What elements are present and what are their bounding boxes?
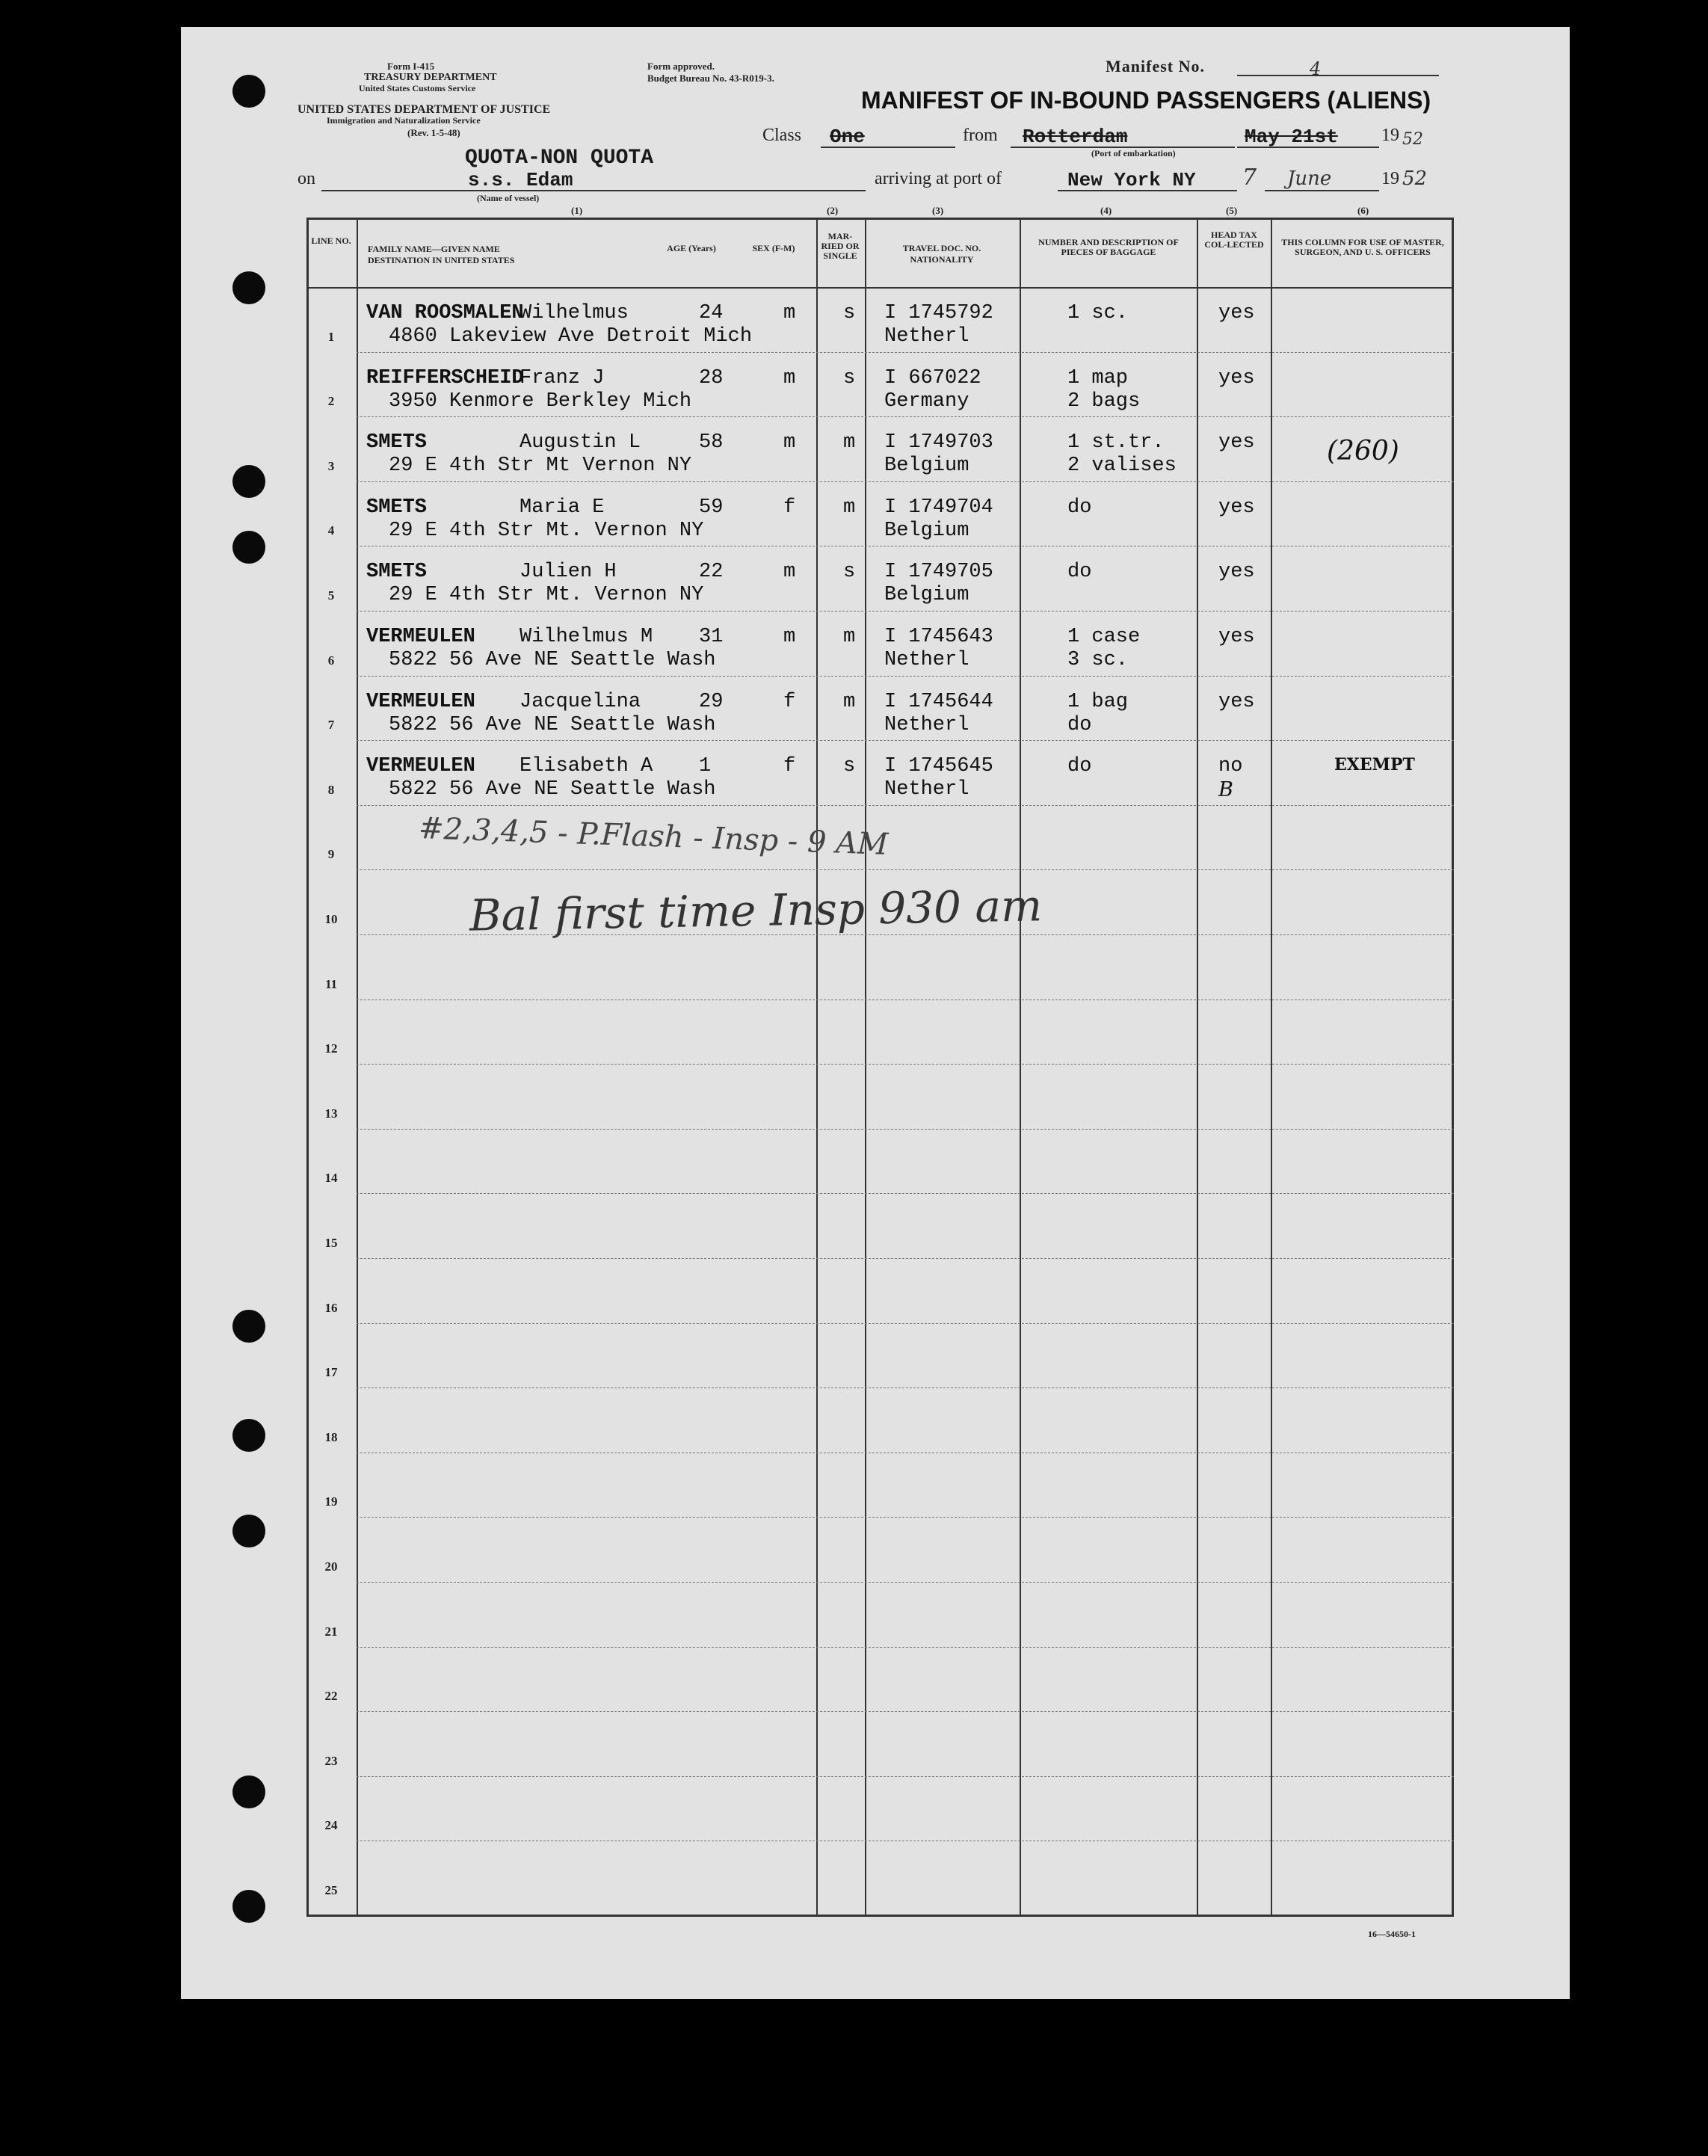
year-2: 52 [1402,167,1428,190]
passenger-destination: 29 E 4th Str Mt. Vernon NY [389,584,704,607]
passenger-family-name: VAN ROOSMALEN [366,302,524,324]
punch-hole [232,1775,265,1808]
col-header-destination: DESTINATION IN UNITED STATES [368,255,515,265]
handwritten-note-2: Bal first time Insp 930 am [469,880,1043,941]
line-number: 6 [327,653,335,668]
passenger-sex: f [783,496,796,519]
passenger-travel-doc: I 1745643 [884,626,993,648]
col-header-travel-doc: TRAVEL DOC. NO. [902,243,981,253]
passenger-family-name: VERMEULEN [366,755,475,778]
arrival-port: New York NY [1067,169,1196,191]
passenger-baggage: do [1067,561,1092,584]
footer-code: 16—54650-1 [1368,1929,1416,1939]
passenger-officer-note: (260) [1327,436,1399,467]
row-divider [357,1323,1454,1324]
passenger-nationality: Netherl [884,649,969,671]
row-divider [357,1387,1454,1388]
class-value: One [830,126,865,148]
col-num-3: (3) [932,205,944,216]
passenger-sex: m [783,366,796,389]
passenger-head-tax: yes [1218,690,1255,713]
passenger-travel-doc: I 1749704 [884,496,993,519]
passenger-destination: 4860 Lakeview Ave Detroit Mich [389,325,753,348]
embark-caption: (Port of embarkation) [1091,148,1176,158]
budget-bureau: Budget Bureau No. 43-R019-3. [647,73,774,84]
passenger-nationality: Netherl [884,778,969,801]
passenger-travel-doc: I 1749703 [884,431,993,455]
passenger-head-tax: yes [1218,366,1255,389]
passenger-baggage-2: 2 valises [1067,455,1177,478]
passenger-destination: 29 E 4th Str Mt Vernon NY [389,455,692,478]
punch-hole [232,1310,265,1343]
passenger-head-tax-note: B [1218,778,1233,802]
line-number: 12 [324,1041,338,1056]
passenger-travel-doc: I 1749705 [884,561,993,584]
col-num-1: (1) [571,205,583,216]
line-number: 19 [324,1494,338,1509]
dept-justice: UNITED STATES DEPARTMENT OF JUSTICE [297,103,551,116]
row-divider [357,416,1454,417]
passenger-given-name: Wilhelmus M [520,626,653,648]
passenger-given-name: Wilhelmus [520,302,629,324]
vessel-caption: (Name of vessel) [477,193,540,203]
line-number: 3 [327,458,335,473]
col-num-2: (2) [827,205,839,216]
page-title: MANIFEST OF IN-BOUND PASSENGERS (ALIENS) [861,87,1431,114]
row-divider [357,805,1454,806]
passenger-nationality: Belgium [884,584,969,607]
passenger-baggage: do [1067,755,1092,778]
passenger-given-name: Augustin L [520,431,641,455]
passenger-head-tax: yes [1218,496,1255,519]
passenger-family-name: VERMEULEN [366,690,475,713]
row-divider [357,1193,1454,1194]
form-revision: (Rev. 1-5-48) [407,127,460,138]
passenger-family-name: REIFFERSCHEID [366,366,524,389]
punch-hole [232,1515,265,1547]
line-number: 1 [327,329,335,344]
row-divider [357,869,1454,870]
passenger-age: 28 [699,366,724,389]
row-divider [357,611,1454,612]
passenger-marital-status: s [843,366,856,389]
col-header-sex: SEX (F-M) [752,243,795,253]
col-num-4: (4) [1100,205,1112,216]
line-number: 13 [324,1106,338,1121]
passenger-given-name: Julien H [520,561,617,584]
punch-hole [232,271,265,304]
row-divider [357,1711,1454,1712]
passenger-head-tax: yes [1218,431,1255,455]
passenger-baggage-2: 3 sc. [1067,649,1129,671]
punch-hole [232,531,265,564]
passenger-given-name: Jacquelina [520,690,641,713]
col-header-married: MAR-RIED OR SINGLE [821,231,860,261]
passenger-sex: m [783,561,796,584]
passenger-age: 59 [699,496,724,519]
line-number: 16 [324,1300,338,1315]
class-label: Class [762,126,802,145]
passenger-nationality: Belgium [884,455,969,478]
passenger-nationality: Netherl [884,713,969,736]
col-header-nationality: NATIONALITY [910,254,974,265]
embark-port: Rotterdam [1023,126,1128,148]
passenger-destination: 5822 56 Ave NE Seattle Wash [389,649,716,671]
line-number: 17 [324,1365,338,1380]
passenger-sex: m [783,626,796,648]
line-number: 5 [327,588,335,603]
row-divider [357,1582,1454,1583]
line-number: 21 [324,1624,338,1639]
line-number: 11 [324,976,338,991]
passenger-baggage: 1 sc. [1067,302,1129,324]
col-header-baggage: NUMBER AND DESCRIPTION OF PIECES OF BAGGAGE [1038,237,1179,257]
col-header-age: AGE (Years) [667,243,716,253]
punch-hole [232,465,265,498]
passenger-family-name: SMETS [366,561,428,584]
passenger-nationality: Germany [884,389,969,413]
passenger-age: 22 [699,561,724,584]
passenger-officer-note: EXEMPT [1334,755,1415,775]
line-number: 25 [324,1883,338,1897]
passenger-travel-doc: I 1745792 [884,302,993,324]
arrival-month: June [1287,167,1332,190]
passenger-sex: m [783,302,796,324]
punch-hole [232,75,265,108]
passenger-marital-status: m [843,690,856,713]
col-num-6: (6) [1357,205,1369,216]
passenger-baggage-2: do [1067,713,1092,736]
line-number: 2 [327,394,335,409]
passenger-age: 58 [699,431,724,455]
line-number: 8 [327,782,335,797]
line-number: 20 [324,1559,338,1574]
col-header-head-tax: HEAD TAX COL-LECTED [1204,230,1264,250]
row-divider [357,1129,1454,1130]
passenger-baggage: 1 case [1067,626,1141,648]
punch-hole [232,1890,265,1923]
vessel-name: s.s. Edam [468,169,573,191]
passenger-age: 1 [699,755,712,778]
passenger-destination: 5822 56 Ave NE Seattle Wash [389,778,716,801]
row-divider [357,676,1454,677]
passenger-nationality: Belgium [884,519,969,542]
passenger-age: 29 [699,690,724,713]
passenger-travel-doc: I 1745644 [884,690,993,713]
passenger-marital-status: m [843,626,856,648]
passenger-given-name: Franz J [520,366,605,389]
passenger-age: 24 [699,302,724,324]
passenger-nationality: Netherl [884,325,969,348]
passenger-sex: f [783,690,796,713]
passenger-head-tax: yes [1218,561,1255,584]
passenger-head-tax: no [1218,755,1243,778]
line-number: 9 [327,847,335,862]
passenger-sex: f [783,755,796,778]
year-prefix-2: 19 [1381,169,1399,188]
passenger-travel-doc: I 1745645 [884,755,993,778]
quota-status: QUOTA-NON QUOTA [465,147,654,170]
manifest-no-label: Manifest No. [1106,57,1205,76]
year-1: 52 [1402,130,1423,149]
passenger-baggage: 1 map [1067,366,1129,389]
row-divider [357,1064,1454,1065]
passenger-family-name: VERMEULEN [366,626,475,648]
passenger-given-name: Elisabeth A [520,755,653,778]
dept-customs: United States Customs Service [359,83,476,93]
line-number: 4 [327,523,335,538]
line-number: 18 [324,1429,338,1444]
passenger-marital-status: s [843,755,856,778]
dept-treasury: TREASURY DEPARTMENT [364,72,497,83]
passenger-marital-status: s [843,302,856,324]
manifest-no-value: 4 [1310,58,1322,79]
line-number: 14 [324,1171,338,1186]
passenger-marital-status: s [843,561,856,584]
passenger-baggage: 1 bag [1067,690,1129,713]
row-divider [357,1647,1454,1648]
passenger-head-tax: yes [1218,302,1255,324]
passenger-family-name: SMETS [366,431,428,455]
line-number: 10 [324,912,338,926]
from-label: from [963,126,998,145]
passenger-family-name: SMETS [366,496,428,519]
passenger-destination: 3950 Kenmore Berkley Mich [389,389,692,413]
line-number: 23 [324,1753,338,1768]
line-number: 7 [327,718,335,733]
line-number: 24 [324,1818,338,1833]
row-divider [357,1517,1454,1518]
line-number: 22 [324,1689,338,1704]
passenger-given-name: Maria E [520,496,605,519]
line-number: 15 [324,1236,338,1250]
departure-date: May 21st [1245,126,1338,148]
year-prefix-1: 19 [1381,126,1399,145]
col-num-5: (5) [1226,205,1238,216]
form-id: Form I-415 [387,61,435,72]
on-label: on [297,169,315,188]
row-divider [357,1258,1454,1259]
passenger-baggage: 1 st.tr. [1067,431,1165,455]
form-approved: Form approved. [647,61,715,72]
handwritten-note-1: #2,3,4,5 - P.Flash - Insp - 9 AM [418,811,889,862]
arriving-label: arriving at port of [875,169,1002,188]
passenger-marital-status: m [843,431,856,455]
passenger-travel-doc: I 667022 [884,366,981,389]
dept-ins: Immigration and Naturalization Service [327,115,481,126]
col-header-name: FAMILY NAME—GIVEN NAME [368,244,500,254]
passenger-destination: 29 E 4th Str Mt. Vernon NY [389,519,704,542]
passenger-baggage: do [1067,496,1092,519]
passenger-baggage-2: 2 bags [1067,389,1141,413]
col-header-officers: THIS COLUMN FOR USE OF MASTER, SURGEON, AND U. S. OFFICERS [1281,237,1444,257]
row-divider [357,352,1454,353]
arrival-day: 7 [1242,164,1257,191]
row-divider [357,1776,1454,1777]
row-divider [357,481,1454,482]
col-header-line: LINE NO. [311,235,351,246]
row-divider [357,740,1454,741]
passenger-sex: m [783,431,796,455]
punch-hole [232,1419,265,1452]
passenger-marital-status: m [843,496,856,519]
passenger-head-tax: yes [1218,626,1255,648]
passenger-age: 31 [699,626,724,648]
passenger-destination: 5822 56 Ave NE Seattle Wash [389,713,716,736]
